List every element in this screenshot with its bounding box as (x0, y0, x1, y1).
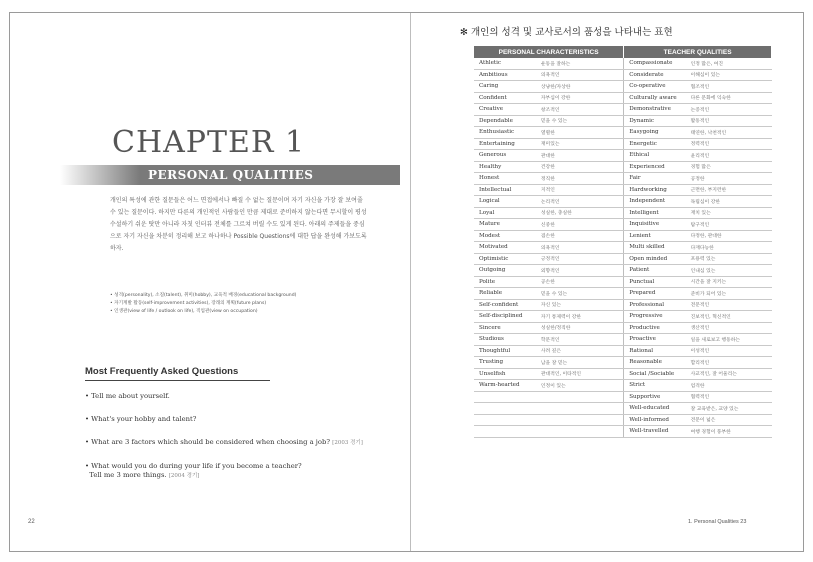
personal-term: Self-confident (474, 299, 536, 311)
personal-term: Intellectual (474, 184, 536, 196)
teacher-meaning: 인정 많은, 여진 (686, 58, 772, 69)
teacher-term: Experienced (624, 161, 686, 173)
personal-meaning: 겸손한 (536, 230, 624, 242)
teacher-meaning: 일을 새로보고 행동하는 (686, 334, 772, 346)
teacher-meaning: 다정한, 관대한 (686, 230, 772, 242)
personal-meaning: 관대한 (536, 150, 624, 162)
personal-meaning: 학문적인 (536, 334, 624, 346)
teacher-term: Social /Sociable (624, 368, 686, 380)
personal-meaning (536, 414, 624, 426)
table-row (474, 311, 772, 323)
personal-meaning: 믿을 수 있는 (536, 288, 624, 300)
personal-meaning: 외향적인 (536, 265, 624, 277)
teacher-meaning: 포용력 있는 (686, 253, 772, 265)
section-band-fade (60, 165, 140, 185)
personal-meaning: 믿을 수 있는 (536, 115, 624, 127)
table-row (474, 161, 772, 173)
table-row (474, 92, 772, 104)
teacher-meaning: 잘 교육받은, 교양 있는 (686, 403, 772, 415)
teacher-term: Reasonable (624, 357, 686, 369)
teacher-meaning: 다재다능한 (686, 242, 772, 254)
teacher-meaning: 탐구적인 (686, 219, 772, 231)
table-row (474, 173, 772, 185)
personal-term: Dependable (474, 115, 536, 127)
teacher-term: Open minded (624, 253, 686, 265)
teacher-term: Easygoing (624, 127, 686, 139)
teacher-term: Independent (624, 196, 686, 208)
teacher-meaning: 독립심이 강한 (686, 196, 772, 208)
teacher-term: Co-operative (624, 81, 686, 93)
teacher-term: Punctual (624, 276, 686, 288)
table-body (474, 58, 772, 437)
teacher-term: Well-informed (624, 414, 686, 426)
personal-meaning: 재미있는 (536, 138, 624, 150)
table-row (474, 138, 772, 150)
table-row (474, 322, 772, 334)
faq-item (85, 462, 385, 481)
table-row (474, 380, 772, 392)
personal-meaning: 논리적인 (536, 196, 624, 208)
personal-meaning: 인정이 있는 (536, 380, 624, 392)
personal-term: Reliable (474, 288, 536, 300)
personal-meaning: 지적인 (536, 184, 624, 196)
teacher-meaning: 합리적인 (686, 357, 772, 369)
personal-meaning: 자기 통제력이 강한 (536, 311, 624, 323)
intro-text: 개인의 특성에 관한 질문들은 어느 면접에서나 빠질 수 없는 질문이며 자기 자신을 가장 잘 보여줄 수 있는 질문이다. 하지만 다른의 개인적인 사람들인 만큼 제대로 준비하지 않는다면 무시할이 평성수설하기 쉬운 탓만 아니라 자칫 인터뷰 전체를 그르쳐 버릴 수도 있게 된다. 아래의 주제들을 중심으로 자기 자신을 차분히 정리해 보고 하나하나 Possible Questions에 대한 답을 완성해 가보도록 하자. (110, 197, 367, 252)
header-personal-characteristics: PERSONAL CHARACTERISTICS (474, 46, 624, 58)
teacher-meaning: 시간을 잘 지키는 (686, 276, 772, 288)
teacher-meaning: 여행 경험이 풍부한 (686, 426, 772, 438)
personal-term: Polite (474, 276, 536, 288)
personal-meaning (536, 403, 624, 415)
personal-meaning: 신중한 (536, 219, 624, 231)
table-row (474, 58, 772, 69)
table-row (474, 288, 772, 300)
table-row (474, 207, 772, 219)
teacher-term: Rational (624, 345, 686, 357)
teacher-term: Culturally aware (624, 92, 686, 104)
personal-meaning (536, 426, 624, 438)
personal-meaning: 관대적인, 이타적인 (536, 368, 624, 380)
personal-term: Confident (474, 92, 536, 104)
teacher-meaning: 이성적인 (686, 345, 772, 357)
personal-meaning: 건강한 (536, 161, 624, 173)
table-header-row (474, 46, 772, 58)
table-row (474, 426, 772, 438)
personal-term: Modest (474, 230, 536, 242)
table-row (474, 127, 772, 139)
teacher-term: Demonstrative (624, 104, 686, 116)
teacher-meaning: 정력적인 (686, 138, 772, 150)
table-row (474, 69, 772, 81)
faq-list (85, 392, 385, 495)
personal-meaning: 자신 있는 (536, 299, 624, 311)
personal-term: Logical (474, 196, 536, 208)
table-row (474, 299, 772, 311)
table-row (474, 265, 772, 277)
topic-bullet: • 자기계발 활동(self-improvement activities), 장래의 계획(future plans) (110, 300, 390, 308)
page-footer-right: 1. Personal Qualities 23 (688, 519, 747, 525)
table-row (474, 403, 772, 415)
teacher-meaning: 협조적인 (686, 81, 772, 93)
table-row (474, 219, 772, 231)
personal-meaning: 성실한/정직한 (536, 322, 624, 334)
table-row (474, 345, 772, 357)
teacher-meaning: 전문적인 (686, 299, 772, 311)
personal-term: Loyal (474, 207, 536, 219)
teacher-meaning: 논증적인 (686, 104, 772, 116)
faq-question: What are 3 factors which should be considered when choosing a job? (91, 438, 330, 446)
teacher-term: Inquisitive (624, 219, 686, 231)
topic-bullet: • 인생관(view of life / outlook on life), 직업관(view on occupation) (110, 308, 390, 316)
personal-term: Trusting (474, 357, 536, 369)
teacher-term: Lenient (624, 230, 686, 242)
personal-term: Self-disciplined (474, 311, 536, 323)
teacher-term: Considerate (624, 69, 686, 81)
table-row (474, 368, 772, 380)
table-row (474, 104, 772, 116)
teacher-term: Multi skilled (624, 242, 686, 254)
teacher-term: Well-travelled (624, 426, 686, 438)
table-title: ✻ 개인의 성격 및 교사로서의 품성을 나타내는 표현 (460, 27, 673, 38)
faq-question: Tell me about yourself. (91, 392, 170, 400)
page-number-left: 22 (28, 519, 35, 525)
teacher-meaning: 진보적인, 혁신적인 (686, 311, 772, 323)
personal-meaning: 상냥한/자상한 (536, 81, 624, 93)
personal-term: Motivated (474, 242, 536, 254)
faq-question-cont: Tell me 3 more things. (89, 471, 167, 479)
faq-heading: Most Frequently Asked Questions (85, 366, 270, 381)
table-row (474, 334, 772, 346)
topic-bullet: • 성격(personality), 소질(talent), 취미(hobby), 교육적 배경(educational background) (110, 292, 390, 300)
teacher-meaning: 견문이 넓은 (686, 414, 772, 426)
personal-meaning: 성실한, 충실한 (536, 207, 624, 219)
table-row (474, 230, 772, 242)
teacher-term: Prepared (624, 288, 686, 300)
teacher-term: Strict (624, 380, 686, 392)
faq-year-tag: [2004 경기] (168, 473, 200, 479)
personal-meaning: 남을 잘 믿는 (536, 357, 624, 369)
teacher-term: Well-educated (624, 403, 686, 415)
personal-term: Generous (474, 150, 536, 162)
table-row (474, 115, 772, 127)
teacher-meaning: 활동적인 (686, 115, 772, 127)
teacher-meaning: 다른 문화에 익숙한 (686, 92, 772, 104)
teacher-meaning: 인내심 있는 (686, 265, 772, 277)
personal-term: Thoughtful (474, 345, 536, 357)
chapter-title: CHAPTER 1 (112, 125, 306, 160)
teacher-term: Dynamic (624, 115, 686, 127)
teacher-term: Patient (624, 265, 686, 277)
section-title: PERSONAL QUALITIES (148, 168, 314, 182)
table-row (474, 253, 772, 265)
personal-term (474, 403, 536, 415)
faq-question: What would you do during your life if you become a teacher? (91, 462, 302, 470)
personal-meaning: 의욕적인 (536, 242, 624, 254)
teacher-term: Energetic (624, 138, 686, 150)
personal-term: Studious (474, 334, 536, 346)
personal-term: Warm-hearted (474, 380, 536, 392)
personal-meaning: 정직한 (536, 173, 624, 185)
teacher-term: Compassionate (624, 58, 686, 69)
faq-item (85, 438, 385, 448)
personal-meaning: 사려 깊은 (536, 345, 624, 357)
personal-term: Unselfish (474, 368, 536, 380)
personal-term: Athletic (474, 58, 536, 69)
personal-meaning: 운동을 잘하는 (536, 58, 624, 69)
personal-term (474, 426, 536, 438)
teacher-meaning: 엄격한 (686, 380, 772, 392)
table-row (474, 196, 772, 208)
topic-bullets (110, 292, 390, 316)
table-row (474, 150, 772, 162)
personal-term: Caring (474, 81, 536, 93)
personal-meaning: 창조적인 (536, 104, 624, 116)
personal-meaning: 공손한 (536, 276, 624, 288)
personal-meaning: 의욕적인 (536, 69, 624, 81)
table-row (474, 276, 772, 288)
teacher-meaning: 생산적인 (686, 322, 772, 334)
personal-meaning (536, 391, 624, 403)
teacher-meaning: 협력적인 (686, 391, 772, 403)
teacher-term: Professional (624, 299, 686, 311)
faq-year-tag: [2003 경기] (332, 440, 363, 446)
personal-term: Sincere (474, 322, 536, 334)
header-teacher-qualities: TEACHER QUALITIES (624, 46, 772, 58)
personal-term: Optimistic (474, 253, 536, 265)
teacher-term: Intelligent (624, 207, 686, 219)
teacher-term: Productive (624, 322, 686, 334)
page-gutter (410, 13, 411, 551)
personal-meaning: 자부심이 강한 (536, 92, 624, 104)
personal-term: Creative (474, 104, 536, 116)
faq-item (85, 392, 385, 401)
faq-question: What's your hobby and talent? (91, 415, 197, 423)
personal-term: Mature (474, 219, 536, 231)
personal-term: Outgoing (474, 265, 536, 277)
personal-term (474, 414, 536, 426)
table-row (474, 242, 772, 254)
table-row (474, 81, 772, 93)
teacher-term: Ethical (624, 150, 686, 162)
personal-term (474, 391, 536, 403)
personal-term: Ambitious (474, 69, 536, 81)
personal-term: Honest (474, 173, 536, 185)
teacher-meaning: 윤리적인 (686, 150, 772, 162)
personal-term: Healthy (474, 161, 536, 173)
teacher-term: Supportive (624, 391, 686, 403)
qualities-table (474, 46, 772, 438)
teacher-meaning: 사교적인, 잘 어울리는 (686, 368, 772, 380)
teacher-meaning: 태연한, 낙천적인 (686, 127, 772, 139)
teacher-meaning: 근면한, 부지런한 (686, 184, 772, 196)
table-row (474, 391, 772, 403)
teacher-meaning: 이해심이 있는 (686, 69, 772, 81)
intro-paragraph (110, 195, 370, 255)
personal-meaning: 열렬한 (536, 127, 624, 139)
personal-term: Entertaining (474, 138, 536, 150)
teacher-meaning: 공정한 (686, 173, 772, 185)
teacher-meaning: 준비가 되어 있는 (686, 288, 772, 300)
teacher-meaning: 경험 많은 (686, 161, 772, 173)
teacher-term: Proactive (624, 334, 686, 346)
table-row (474, 357, 772, 369)
personal-meaning: 긍정적인 (536, 253, 624, 265)
teacher-meaning: 재치 있는 (686, 207, 772, 219)
personal-term: Enthusiastic (474, 127, 536, 139)
teacher-term: Fair (624, 173, 686, 185)
faq-item (85, 415, 385, 424)
table-row (474, 184, 772, 196)
table-row (474, 414, 772, 426)
teacher-term: Hardworking (624, 184, 686, 196)
teacher-term: Progressive (624, 311, 686, 323)
